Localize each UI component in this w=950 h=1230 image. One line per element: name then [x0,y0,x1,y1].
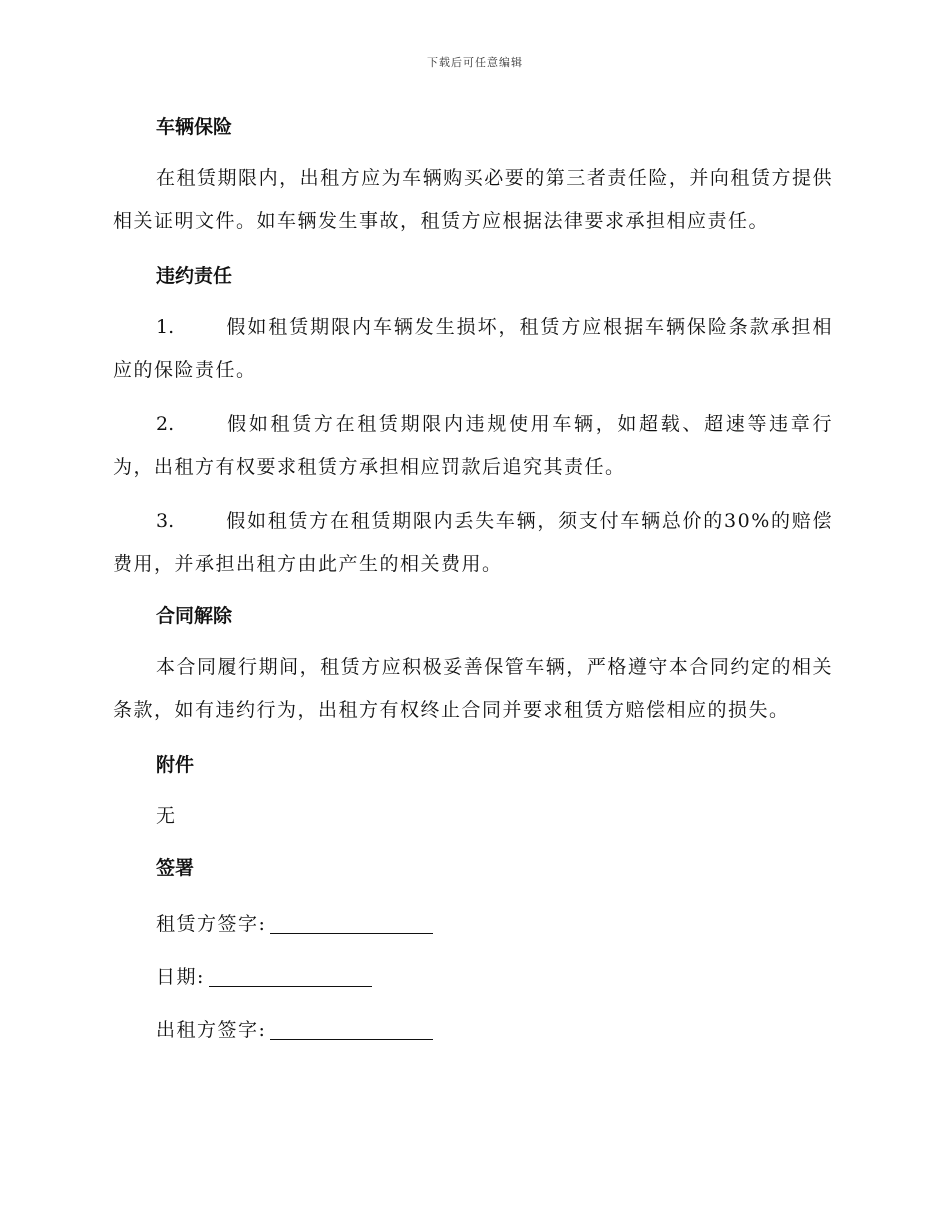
lessee-signature-blank[interactable] [270,911,433,934]
section-title-attachment: 附件 [156,754,195,776]
list-number: 3. [156,510,175,532]
date-label: 日期: [156,966,205,988]
lessor-signature-blank[interactable] [270,1017,433,1040]
document-body [113,108,833,1057]
list-text: 假如租赁方在租赁期限内违规使用车辆，如超载、超速等违章行为，出租方有权要求租赁方承担相应罚款后追究其责任。 [113,413,833,478]
insurance-paragraph: 在租赁期限内，出租方应为车辆购买必要的第三者责任险，并向租赁方提供相关证明文件。如车辆发生事故，租赁方应根据法律要求承担相应责任。 [113,167,833,232]
page-header-note: 下载后可任意编辑 [427,56,523,69]
list-text: 假如租赁方在租赁期限内丢失车辆，须支付车辆总价的30%的赔偿费用，并承担出租方由此产生的相关费用。 [113,510,833,575]
attachment-paragraph: 无 [156,805,177,827]
date-line [156,951,833,1004]
list-text: 假如租赁期限内车辆发生损坏，租赁方应根据车辆保险条款承担相应的保险责任。 [113,316,833,381]
lessee-signature-line [156,898,833,951]
section-title-breach: 违约责任 [156,265,233,287]
date-blank[interactable] [209,964,372,987]
list-number: 2. [156,413,175,435]
lessor-signature-label: 出租方签字: [156,1019,267,1041]
lessor-signature-line [156,1004,833,1057]
section-title-signature: 签署 [156,857,195,879]
breach-item-3 [113,500,833,586]
section-title-termination: 合同解除 [156,605,233,627]
section-title-insurance: 车辆保险 [156,116,233,138]
breach-item-1 [113,306,833,392]
termination-paragraph: 本合同履行期间，租赁方应积极妥善保管车辆，严格遵守本合同约定的相关条款，如有违约行为，出租方有权终止合同并要求租赁方赔偿相应的损失。 [113,656,833,721]
breach-item-2 [113,403,833,489]
list-number: 1. [156,316,175,338]
lessee-signature-label: 租赁方签字: [156,913,267,935]
